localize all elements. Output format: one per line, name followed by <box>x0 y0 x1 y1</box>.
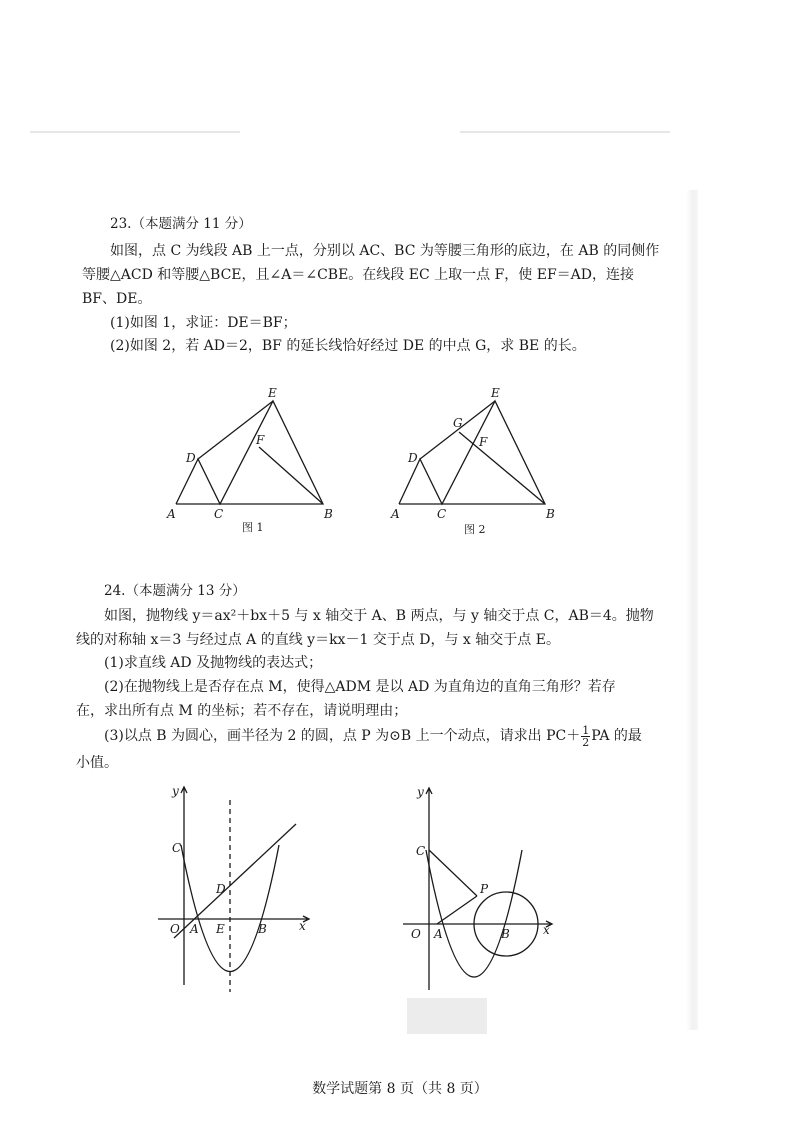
fig1-lines <box>176 401 323 504</box>
q24-part3b: 小值。 <box>76 755 118 771</box>
fig2-label-a: A <box>391 507 400 521</box>
fig2-label-b: B <box>546 507 555 521</box>
fig4-label-c: C <box>416 844 426 858</box>
scan-line-left <box>30 131 240 133</box>
fig1-label-a: A <box>167 507 176 521</box>
q24-part3 <box>104 723 642 749</box>
fig2-label-d: D <box>408 451 418 465</box>
fig1-label-f: F <box>256 433 265 447</box>
fig3-label-e: E <box>216 922 225 936</box>
fig2-label-c: C <box>437 507 447 521</box>
q23-part1: (1)如图 1，求证：DE＝BF； <box>110 315 297 331</box>
fig3-label-o: O <box>170 922 180 936</box>
fig2-de <box>420 401 495 459</box>
q24-figure <box>150 780 320 995</box>
fig3-label-c: C <box>172 841 182 855</box>
fig4-label-y: y <box>417 785 424 799</box>
q24-part3-pre: (3)以点 B 为圆心，画半径为 2 的圆，点 P 为⊙B 上一个动点，请求出 PC＋ <box>104 728 581 744</box>
q24-backup-figure <box>395 780 565 1020</box>
q23-line2: 等腰△ACD 和等腰△BCE，且∠A＝∠CBE。在线段 EC 上取一点 F，使 EF＝AD，连接 <box>82 267 635 283</box>
scan-shadow <box>686 190 698 1030</box>
fig4-label-a: A <box>434 927 443 941</box>
fig3-label-d: D <box>216 882 226 896</box>
q23-part2: (2)如图 2，若 AD＝2，BF 的延长线恰好经过 DE 的中点 G，求 BE 的长。 <box>110 338 586 354</box>
q24-line2: 线的对称轴 x＝3 与经过点 A 的直线 y＝kx－1 交于点 D，与 x 轴交于点 E。 <box>76 632 560 648</box>
q24-part3-post: PA 的最 <box>591 728 642 744</box>
fig4-label-p: P <box>480 882 489 896</box>
fig2-bg <box>459 432 545 504</box>
fig3-label-y: y <box>172 784 179 798</box>
q24-part1: (1)求直线 AD 及抛物线的表达式； <box>104 655 323 671</box>
fig4-label-x: x <box>543 923 550 937</box>
fig2-caption: 图 2 <box>464 523 486 536</box>
fig4-label-o: O <box>411 927 421 941</box>
fig4-parabola <box>426 850 522 977</box>
q23-figure-1 <box>160 380 350 545</box>
fig4-label-b: B <box>501 927 510 941</box>
q24-part2a: (2)在抛物线上是否存在点 M，使得△ADM 是以 AD 为直角边的直角三角形？若存 <box>104 679 616 695</box>
fig2-lines <box>399 401 545 504</box>
q24-heading: 24.（本题满分 13 分） <box>104 583 246 599</box>
fig1-label-b: B <box>324 507 333 521</box>
q23-line1: 如图，点 C 为线段 AB 上一点，分别以 AC、BC 为等腰三角形的底边，在 AB 的同侧作 <box>110 243 660 259</box>
q24-line1: 如图，抛物线 y＝ax²＋bx＋5 与 x 轴交于 A、B 两点，与 y 轴交于点 C，AB＝4。抛物 <box>104 608 654 624</box>
page-footer: 数学试题第 8 页（共 8 页） <box>312 1081 488 1097</box>
q23-figure-2 <box>385 380 565 545</box>
q23-line3: BF、DE。 <box>82 291 152 307</box>
half-fraction <box>581 725 590 748</box>
fig3-label-a: A <box>190 922 199 936</box>
fraction-denominator: 2 <box>582 735 590 749</box>
fig2-label-g: G <box>453 416 463 430</box>
fig3-label-x: x <box>299 919 306 933</box>
fig2-label-e: E <box>491 386 500 400</box>
fig1-bf <box>259 447 323 504</box>
scan-smudge <box>407 998 487 1034</box>
q23-heading: 23.（本题满分 11 分） <box>110 216 252 232</box>
fig1-label-c: C <box>214 507 224 521</box>
fig1-caption: 图 1 <box>242 521 264 534</box>
fig2-label-f: F <box>479 435 488 449</box>
fig3-label-b: B <box>258 922 267 936</box>
fig1-label-d: D <box>186 451 196 465</box>
fig4-segment-pa <box>437 896 477 924</box>
fraction-numerator: 1 <box>582 723 590 737</box>
fig4-segment-pc <box>429 850 477 896</box>
q24-part2b: 在，求出所有点 M 的坐标；若不存在，请说明理由； <box>76 703 408 719</box>
fig1-label-e: E <box>268 386 277 400</box>
scan-line-right <box>460 131 670 133</box>
fig3-line-ad <box>174 824 296 938</box>
